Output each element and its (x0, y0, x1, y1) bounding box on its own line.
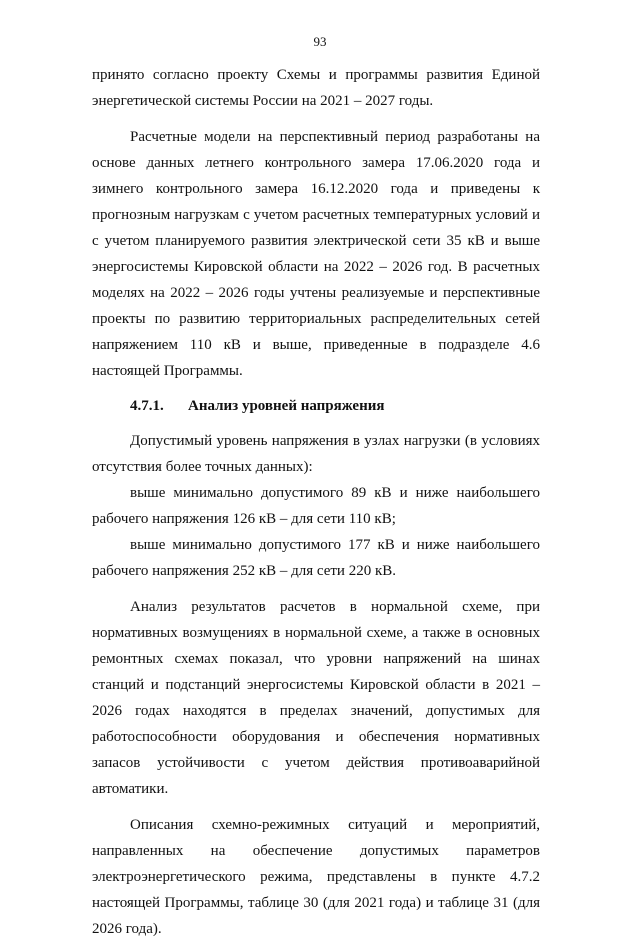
paragraph-descriptions: Описания схемно-режимных ситуаций и мероприятий, направленных на обеспечение допустимых параметров электроэнергетического режима, представлены в пункте 4.7.2 настоящей Программы, таблице 30 (для 2021 года) и таблице 31 (для 2026 года). (92, 817, 540, 937)
section-title: Анализ уровней напряжения (188, 398, 385, 414)
list-item-110kv: выше минимально допустимого 89 кВ и ниже наибольшего рабочего напряжения 126 кВ – для сети 110 кВ; (92, 485, 540, 527)
page-number: 93 (313, 34, 327, 49)
paragraph-calculation-models: Расчетные модели на перспективный период разработаны на основе данных летнего контрольного замера 17.06.2020 года и зимнего контрольного замера 16.12.2020 года и приведены к прогнозным нагрузкам с учетом расчетных температурных условий и с учетом планируемого развития электрической сети 35 кВ и выше энергосистемы Кировской области на 2022 – 2026 год. В расчетных моделях на 2022 – 2026 годы учтены реализуемые и перспективные проекты по развитию территориальных распределительных сетей напряжением 110 кВ и выше, приведенные в подразделе 4.6 настоящей Программы. (92, 129, 540, 379)
page-body (92, 62, 540, 942)
paragraph-continuation: принято согласно проекту Схемы и программы развития Единой энергетической системы России на 2021 – 2027 годы. (92, 67, 540, 109)
section-number: 4.7.1. (130, 398, 164, 414)
paragraph-analysis-results: Анализ результатов расчетов в нормальной схеме, при нормативных возмущениях в нормальной схеме, а также в основных ремонтных схемах показал, что уровни напряжений на шинах станций и подстанций энергосистемы Кировской области в 2021 – 2026 годах находятся в пределах значений, допустимых для работоспособности оборудования и обеспечения нормативных запасов устойчивости с учетом действия противоаварийной автоматики. (92, 599, 540, 797)
paragraph-voltage-level: Допустимый уровень напряжения в узлах нагрузки (в условиях отсутствия более точных данных): (92, 433, 540, 475)
section-heading (92, 393, 540, 419)
list-item-220kv: выше минимально допустимого 177 кВ и ниже наибольшего рабочего напряжения 252 кВ – для сети 220 кВ. (92, 537, 540, 579)
